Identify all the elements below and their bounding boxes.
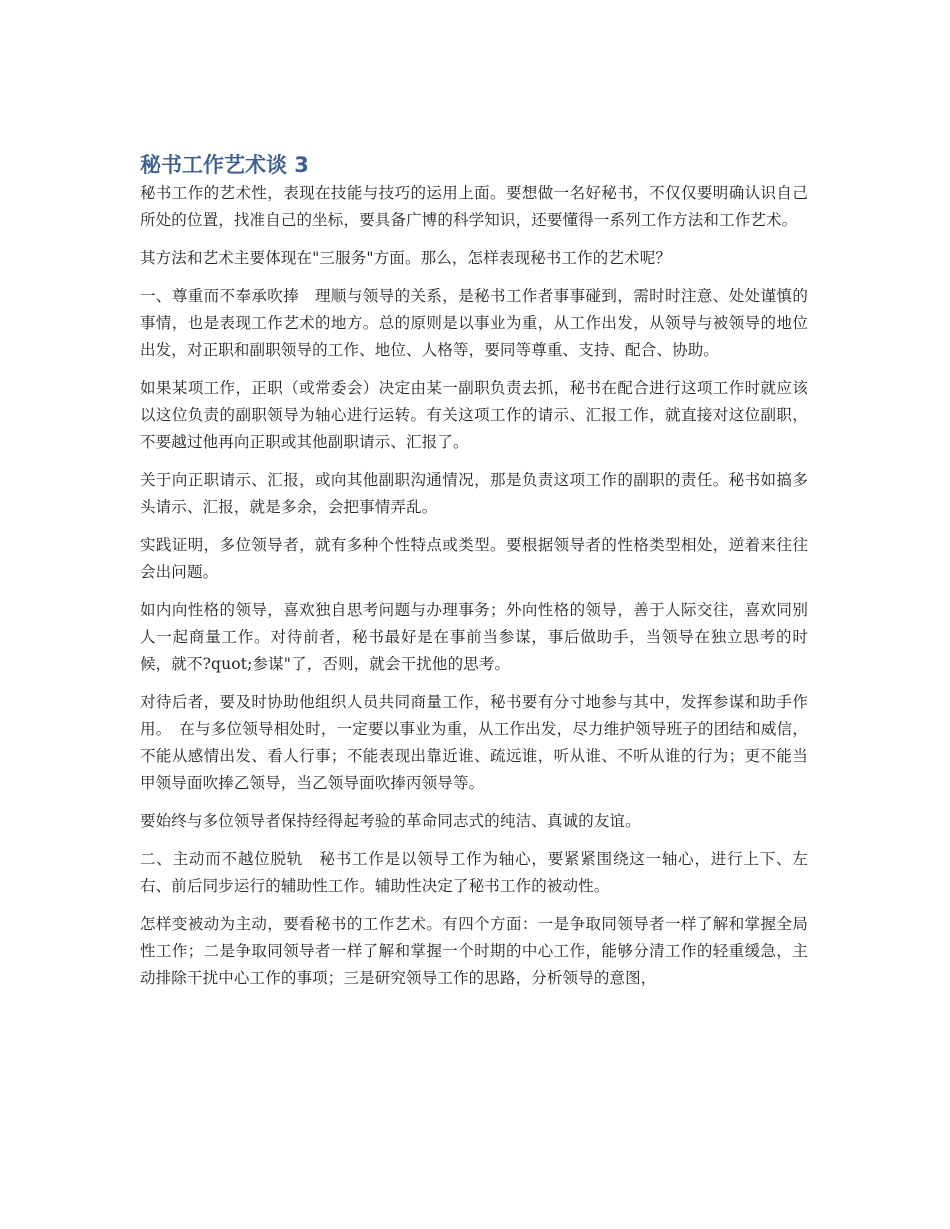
paragraph: 关于向正职请示、汇报，或向其他副职沟通情况，那是负责这项工作的副职的责任。秘书如搞多头请示、汇报，就是多余，会把事情弄乱。 xyxy=(140,471,808,516)
document-title: 秘书工作艺术谈 3 xyxy=(140,153,309,177)
paragraph: 一、尊重而不奉承吹捧 理顺与领导的关系，是秘书工作者事事碰到，需时时注意、处处谨慎的事情，也是表现工作艺术的地方。总的原则是以事业为重，从工作出发，从领导与被领导的地位出发，对正职和副职领导的工作、地位、人格等，要同等尊重、支持、配合、协助。 xyxy=(140,287,808,359)
paragraph: 实践证明，多位领导者，就有多种个性特点或类型。要根据领导者的性格类型相处，逆着来往往会出问题。 xyxy=(140,536,808,581)
paragraph: 如果某项工作，正职（或常委会）决定由某一副职负责去抓，秘书在配合进行这项工作时就应该以这位负责的副职领导为轴心进行运转。有关这项工作的请示、汇报工作，就直接对这位副职，不要越过他再向正职或其他副职请示、汇报了。 xyxy=(140,379,808,451)
paragraph: 怎样变被动为主动，要看秘书的工作艺术。有四个方面：一是争取同领导者一样了解和掌握全局性工作；二是争取同领导者一样了解和掌握一个时期的中心工作，能够分清工作的轻重缓急，主动排除干扰中心工作的事项；三是研究领导工作的思路，分析领导的意图， xyxy=(140,915,808,987)
paragraph: 其方法和艺术主要体现在"三服务"方面。那么，怎样表现秘书工作的艺术呢？ xyxy=(140,249,672,267)
paragraph: 秘书工作的艺术性，表现在技能与技巧的运用上面。要想做一名好秘书，不仅仅要明确认识自己所处的位置，找准自己的坐标，要具备广博的科学知识，还要懂得一系列工作方法和工作艺术。 xyxy=(140,184,808,229)
paragraph: 如内向性格的领导，喜欢独自思考问题与办理事务；外向性格的领导，善于人际交往，喜欢同别人一起商量工作。对待前者，秘书最好是在事前当参谋，事后做助手，当领导在独立思考的时候，就不?quot;参谋"了，否则，就会干扰他的思考。 xyxy=(140,601,808,673)
paragraph: 要始终与多位领导者保持经得起考验的革命同志式的纯洁、真诚的友谊。 xyxy=(140,812,641,830)
paragraph: 对待后者，要及时协助他组织人员共同商量工作，秘书要有分寸地参与其中，发挥参谋和助手作用。 在与多位领导相处时，一定要以事业为重，从工作出发，尽力维护领导班子的团结和威信，不能从感情出发、看人行事；不能表现出靠近谁、疏远谁，听从谁、不听从谁的行为；更不能当甲领导面吹捧乙领导，当乙领导面吹捧丙领导等。 xyxy=(140,693,808,792)
document-body xyxy=(140,150,808,1003)
paragraph: 二、主动而不越位脱轨 秘书工作是以领导工作为轴心，要紧紧围绕这一轴心，进行上下、左右、前后同步运行的辅助性工作。辅助性决定了秘书工作的被动性。 xyxy=(140,850,808,895)
